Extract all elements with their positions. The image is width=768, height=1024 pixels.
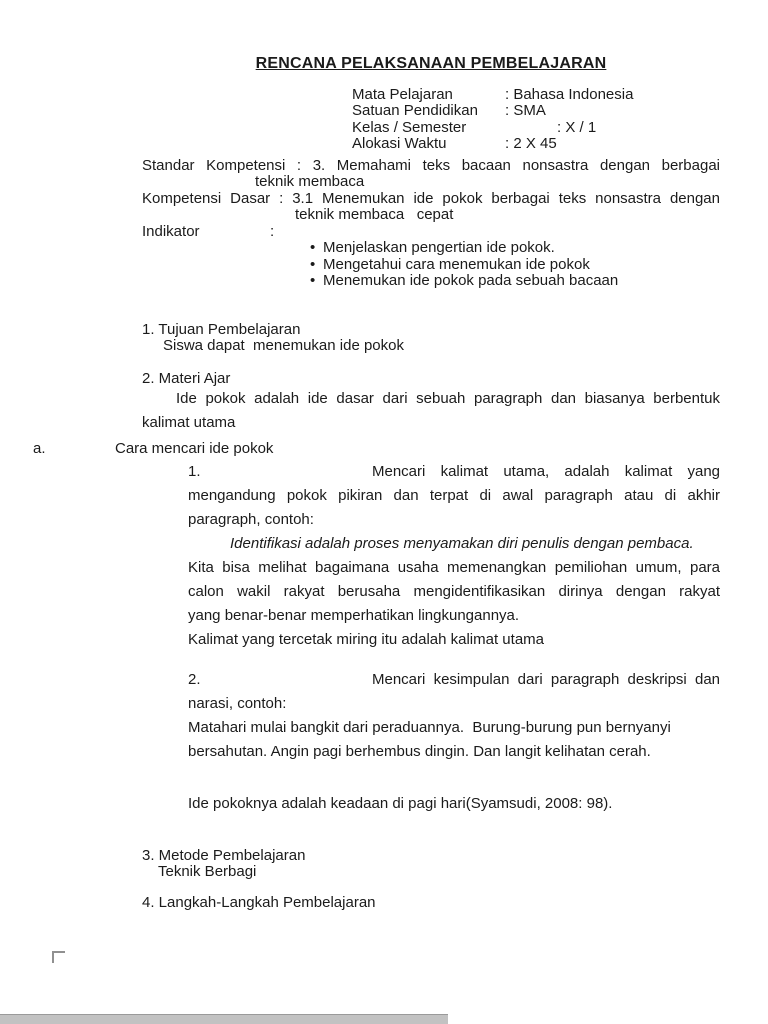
indikator-label: Indikator xyxy=(142,222,200,240)
bullet-icon: • xyxy=(310,272,316,289)
list-item xyxy=(310,273,720,290)
indikator-item-text: Menjelaskan pengertian ide pokok. xyxy=(323,239,555,256)
meta-label: Kelas / Semester xyxy=(352,118,467,136)
section-langkah-heading: 4. Langkah-Langkah Pembelajaran xyxy=(142,893,376,911)
item1-line3: paragraph, contoh: xyxy=(188,510,314,528)
numbered-item-2 xyxy=(188,668,720,816)
item1-first-line: Mencari kalimat utama, adalah kalimat yang xyxy=(372,462,720,480)
section-materi-line1: Ide pokok adalah ide dasar dari sebuah paragraph dan biasanya berbentuk xyxy=(176,390,720,407)
section-tujuan-heading: 1. Tujuan Pembelajaran xyxy=(142,320,301,338)
section-tujuan-body: Siswa dapat menemukan ide pokok xyxy=(163,337,404,354)
item2-number: 2. xyxy=(188,670,201,688)
section-materi-body xyxy=(142,387,720,435)
meta-label: Alokasi Waktu xyxy=(352,135,447,152)
indikator-list xyxy=(310,240,720,290)
indikator-item-text: Mengetahui cara menemukan ide pokok xyxy=(323,255,590,273)
meta-row-satuan-pendidikan xyxy=(352,103,720,120)
indikator-heading-row xyxy=(142,224,720,241)
item1-closing: Kalimat yang tercetak miring itu adalah kalimat utama xyxy=(188,630,545,648)
cara-marker: a. xyxy=(33,440,46,457)
section-metode-heading: 3. Metode Pembelajaran xyxy=(142,846,306,864)
meta-label: Satuan Pendidikan xyxy=(352,102,478,119)
meta-value: : SMA xyxy=(505,102,546,119)
item1-first-row xyxy=(188,460,720,484)
list-item xyxy=(310,240,720,257)
cara-heading: Cara mencari ide pokok xyxy=(115,440,274,457)
meta-label: Mata Pelajaran xyxy=(352,85,453,103)
meta-value: : X / 1 xyxy=(557,118,597,136)
bullet-icon: • xyxy=(310,239,316,256)
meta-value: : Bahasa Indonesia xyxy=(505,85,634,103)
item2-body-line: Matahari mulai bangkit dari peraduannya. Burung-burung pun bernyanyi xyxy=(188,718,671,736)
item1-number: 1. xyxy=(188,462,201,480)
meta-value: : 2 X 45 xyxy=(505,135,557,152)
section-tujuan xyxy=(142,322,720,355)
item1-body-line: Kita bisa melihat bagaimana usaha memenangkan pemiliohan umum, para xyxy=(188,558,720,576)
section-materi-heading: 2. Materi Ajar xyxy=(142,369,231,387)
item1-body-line: calon wakil rakyat berusaha mengidentifikasikan dirinya dengan rakyat xyxy=(188,582,720,600)
item1-example-italic: Identifikasi adalah proses menyamakan diri penulis dengan pembaca. xyxy=(230,534,694,552)
section-metode-body: Teknik Berbagi xyxy=(158,863,257,880)
standar-kompetensi xyxy=(142,158,720,191)
kompetensi-dasar xyxy=(142,191,720,224)
standar-kompetensi-line2: teknik membaca xyxy=(255,173,365,190)
meta-row-kelas-semester xyxy=(352,120,720,137)
list-item xyxy=(310,257,720,274)
meta-block xyxy=(352,87,720,153)
corner-mark xyxy=(52,951,65,963)
bullet-icon: • xyxy=(310,255,316,273)
kompetensi-dasar-line2: teknik membaca cepat xyxy=(295,206,454,223)
page-bottom-edge xyxy=(0,1014,448,1024)
item1-body-line: yang benar-benar memperhatikan lingkungannya. xyxy=(188,606,520,624)
section-materi-line2: kalimat utama xyxy=(142,414,236,431)
kompetensi-dasar-line1: Kompetensi Dasar : 3.1 Menemukan ide pokok berbagai teks nonsastra dengan xyxy=(142,189,720,207)
item2-closing: Ide pokoknya adalah keadaan di pagi hari(Syamsudi, 2008: 98). xyxy=(188,794,613,812)
item2-body-line: bersahutan. Angin pagi berhembus dingin. Dan langit kelihatan cerah. xyxy=(188,742,651,760)
numbered-item-1 xyxy=(188,460,720,652)
meta-row-alokasi-waktu xyxy=(352,136,720,153)
doc-title: RENCANA PELAKSANAAN PEMBELAJARAN xyxy=(255,55,607,72)
indikator-colon: : xyxy=(270,222,275,240)
section-metode xyxy=(142,848,720,881)
item2-line2: narasi, contoh: xyxy=(188,694,287,712)
section-materi xyxy=(142,371,720,436)
item1-line2: mengandung pokok pikiran dan terpat di awal paragraph atau di akhir xyxy=(188,486,720,504)
item2-first-row xyxy=(188,668,720,692)
meta-row-mata-pelajaran xyxy=(352,87,720,104)
indikator-item-text: Menemukan ide pokok pada sebuah bacaan xyxy=(323,272,619,289)
item2-first-line: Mencari kesimpulan dari paragraph deskripsi dan xyxy=(372,670,720,688)
standar-kompetensi-line1: Standar Kompetensi : 3. Memahami teks bacaan nonsastra dengan berbagai xyxy=(142,156,720,174)
section-langkah xyxy=(142,895,720,912)
cara-heading-row xyxy=(33,441,720,458)
